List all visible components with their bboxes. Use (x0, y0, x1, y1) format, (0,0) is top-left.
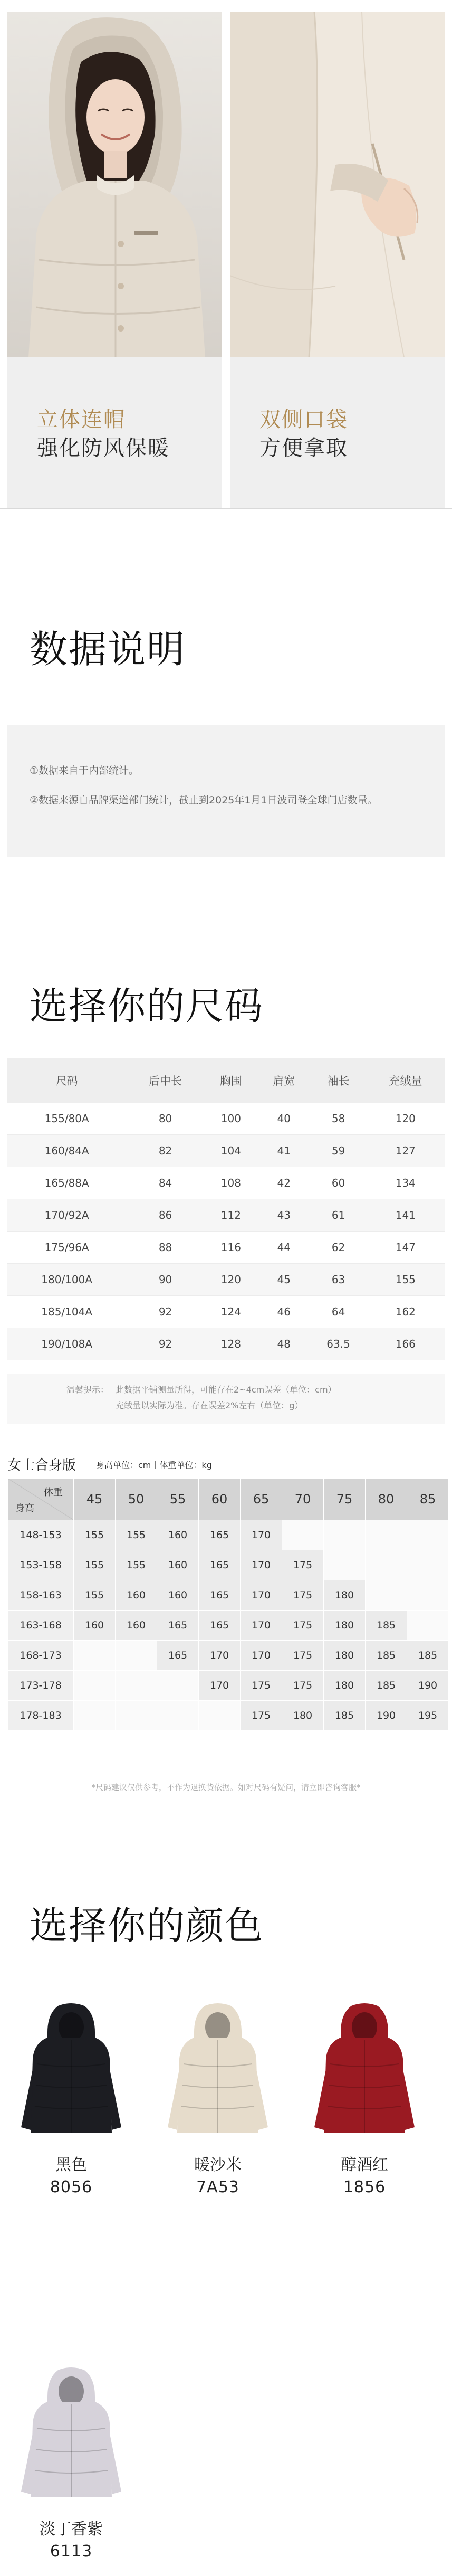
fit-size-cell: 170 (199, 1671, 241, 1701)
fit-size-cell (407, 1550, 449, 1580)
size-table-cell: 155 (367, 1264, 445, 1296)
color-option[interactable] (16, 2365, 127, 2561)
fit-chart-footnote: *尺码建议仅供参考，不作为退换货依据。如对尺码有疑问，请立即咨询客服* (91, 1783, 361, 1792)
fit-size-cell: 155 (74, 1550, 116, 1580)
feature-photo-pocket (230, 12, 445, 357)
size-table-cell: 128 (205, 1328, 257, 1360)
size-table-row (7, 1328, 445, 1360)
size-table-cell: 165/88A (7, 1167, 126, 1199)
fit-table-row (8, 1671, 449, 1701)
size-table-row (7, 1232, 445, 1264)
size-table-cell: 40 (257, 1103, 310, 1135)
size-table-cell: 141 (367, 1199, 445, 1232)
fit-size-cell: 155 (74, 1580, 116, 1611)
feature-photo-hood (7, 12, 222, 357)
fit-size-cell: 175 (282, 1550, 324, 1580)
size-note-label: 温馨提示： (66, 1385, 109, 1395)
size-table-cell: 62 (310, 1232, 366, 1264)
size-table-cell: 175/96A (7, 1232, 126, 1264)
size-table-cell: 166 (367, 1328, 445, 1360)
size-table-row (7, 1167, 445, 1199)
fit-size-cell: 185 (366, 1671, 407, 1701)
colors-heading: 选择你的颜色 (30, 1903, 264, 1948)
fit-size-cell: 160 (116, 1611, 157, 1641)
fit-size-cell: 165 (199, 1580, 241, 1611)
color-code: 8056 (50, 2178, 93, 2196)
color-option[interactable] (162, 2001, 273, 2196)
fit-size-cell (324, 1550, 366, 1580)
size-header-cell: 尺码 (7, 1058, 126, 1103)
coat-icon (309, 2001, 420, 2138)
fit-size-cell: 185 (324, 1701, 366, 1731)
fit-size-cell: 155 (116, 1550, 157, 1580)
fit-size-cell (116, 1671, 157, 1701)
size-table-cell: 41 (257, 1135, 310, 1167)
feature-caption-pocket (230, 357, 445, 508)
size-table-cell: 48 (257, 1328, 310, 1360)
fit-chart-units: 身高单位：cm｜体重单位：kg (96, 1460, 212, 1470)
fit-height-header: 163-168 (8, 1611, 74, 1641)
size-table-row (7, 1135, 445, 1167)
size-table-row (7, 1264, 445, 1296)
color-name: 黑色 (55, 2156, 87, 2174)
size-table-row (7, 1296, 445, 1328)
size-table-cell: 127 (367, 1135, 445, 1167)
fit-size-cell: 160 (157, 1520, 199, 1550)
size-table-cell: 108 (205, 1167, 257, 1199)
size-table-cell: 61 (310, 1199, 366, 1232)
size-table-cell: 90 (126, 1264, 204, 1296)
size-table-cell: 162 (367, 1296, 445, 1328)
fit-size-cell: 175 (241, 1701, 282, 1731)
feature-subtitle: 方便拿取 (259, 436, 348, 460)
data-note-line: ①数据来自于内部统计。 (30, 765, 139, 776)
fit-size-cell: 180 (282, 1701, 324, 1731)
color-code: 7A53 (196, 2178, 239, 2196)
size-table-cell: 155/80A (7, 1103, 126, 1135)
fit-size-cell: 165 (157, 1611, 199, 1641)
color-name: 淡丁香紫 (40, 2520, 103, 2539)
size-table-cell: 180/100A (7, 1264, 126, 1296)
fit-size-cell: 170 (241, 1641, 282, 1671)
size-table-row (7, 1199, 445, 1232)
fit-weight-header: 80 (366, 1479, 407, 1520)
size-note-line: 充绒量以实际为准。存在误差2%左右（单位：g） (116, 1400, 303, 1410)
size-table-header (7, 1058, 445, 1103)
fit-size-cell: 170 (241, 1580, 282, 1611)
data-note-box (7, 725, 445, 857)
size-table-cell: 63.5 (310, 1328, 366, 1360)
size-table-cell: 42 (257, 1167, 310, 1199)
size-table-cell: 112 (205, 1199, 257, 1232)
size-table-cell: 134 (367, 1167, 445, 1199)
fit-table (7, 1478, 449, 1731)
fit-size-cell (116, 1701, 157, 1731)
fit-size-cell: 165 (199, 1611, 241, 1641)
fit-size-cell: 160 (157, 1550, 199, 1580)
feature-subtitle: 强化防风保暖 (37, 436, 170, 460)
size-table-cell: 86 (126, 1199, 204, 1232)
fit-chart-title: 女士合身版 (7, 1457, 76, 1473)
fit-weight-header: 85 (407, 1479, 449, 1520)
size-table-cell: 88 (126, 1232, 204, 1264)
fit-weight-header: 65 (241, 1479, 282, 1520)
coat-icon (16, 2365, 127, 2502)
fit-size-cell: 180 (324, 1580, 366, 1611)
fit-size-cell (366, 1520, 407, 1550)
size-table-cell: 84 (126, 1167, 204, 1199)
fit-size-cell: 155 (116, 1520, 157, 1550)
size-table-cell: 104 (205, 1135, 257, 1167)
size-table-cell: 124 (205, 1296, 257, 1328)
fit-weight-header: 75 (324, 1479, 366, 1520)
fit-size-cell: 195 (407, 1701, 449, 1731)
divider (0, 508, 452, 509)
fit-size-cell: 190 (407, 1671, 449, 1701)
color-name: 暖沙米 (194, 2156, 242, 2174)
fit-size-cell: 180 (324, 1671, 366, 1701)
fit-size-cell: 175 (241, 1671, 282, 1701)
fit-size-cell (74, 1641, 116, 1671)
size-table-cell: 92 (126, 1328, 204, 1360)
size-header-cell: 胸围 (205, 1058, 257, 1103)
fit-height-header: 158-163 (8, 1580, 74, 1611)
fit-size-cell: 175 (282, 1641, 324, 1671)
size-note-line: 此数据平铺测量所得，可能存在2~4cm误差（单位：cm） (116, 1385, 336, 1395)
fit-height-header: 168-173 (8, 1641, 74, 1671)
fit-size-cell: 160 (157, 1580, 199, 1611)
size-table-cell: 64 (310, 1296, 366, 1328)
feature-title: 双侧口袋 (259, 408, 348, 432)
fit-size-cell: 165 (199, 1520, 241, 1550)
size-table-cell: 80 (126, 1103, 204, 1135)
size-chart-note (7, 1374, 445, 1424)
color-code: 1856 (343, 2178, 386, 2196)
corner-height-label: 身高 (15, 1503, 34, 1514)
fit-size-cell: 165 (199, 1550, 241, 1580)
size-table (7, 1058, 445, 1360)
size-table-cell: 58 (310, 1103, 366, 1135)
size-table-cell: 160/84A (7, 1135, 126, 1167)
size-table-cell: 63 (310, 1264, 366, 1296)
fit-size-cell (324, 1520, 366, 1550)
fit-weight-header: 70 (282, 1479, 324, 1520)
size-chart-heading: 选择你的尺码 (30, 984, 264, 1028)
fit-table-row (8, 1520, 449, 1550)
fit-weight-header: 45 (74, 1479, 116, 1520)
fit-size-cell (74, 1701, 116, 1731)
fit-size-cell: 160 (74, 1611, 116, 1641)
size-table-cell: 120 (205, 1264, 257, 1296)
color-option[interactable] (309, 2001, 420, 2196)
size-table-cell: 45 (257, 1264, 310, 1296)
size-table-cell: 46 (257, 1296, 310, 1328)
corner-weight-label: 体重 (44, 1487, 63, 1498)
fit-size-cell: 180 (324, 1641, 366, 1671)
size-table-cell: 116 (205, 1232, 257, 1264)
color-name: 醇酒红 (341, 2156, 388, 2174)
fit-size-cell: 170 (241, 1550, 282, 1580)
fit-table-header (8, 1479, 449, 1520)
fit-size-cell (116, 1641, 157, 1671)
fit-height-header: 173-178 (8, 1671, 74, 1701)
size-header-cell: 后中长 (126, 1058, 204, 1103)
fit-size-cell (282, 1520, 324, 1550)
fit-size-cell: 175 (282, 1671, 324, 1701)
fit-size-cell: 180 (324, 1611, 366, 1641)
fit-size-cell: 170 (241, 1611, 282, 1641)
fit-size-cell (74, 1671, 116, 1701)
fit-weight-header: 60 (199, 1479, 241, 1520)
data-note-line: ②数据来源自品牌渠道部门统计，截止到2025年1月1日波司登全球门店数量。 (30, 794, 378, 806)
fit-size-cell: 170 (199, 1641, 241, 1671)
fit-size-cell (407, 1520, 449, 1550)
fit-height-header: 178-183 (8, 1701, 74, 1731)
size-table-cell: 44 (257, 1232, 310, 1264)
fit-size-cell: 160 (116, 1580, 157, 1611)
coat-icon (16, 2001, 127, 2138)
fit-weight-header: 50 (116, 1479, 157, 1520)
size-table-cell: 59 (310, 1135, 366, 1167)
size-table-cell: 185/104A (7, 1296, 126, 1328)
fit-size-cell: 190 (366, 1701, 407, 1731)
size-table-cell: 170/92A (7, 1199, 126, 1232)
fit-table-row (8, 1550, 449, 1580)
size-table-row (7, 1103, 445, 1135)
fit-size-cell (407, 1580, 449, 1611)
fit-height-header: 148-153 (8, 1520, 74, 1550)
size-header-cell: 肩宽 (257, 1058, 310, 1103)
fit-size-cell: 155 (74, 1520, 116, 1550)
fit-size-cell: 170 (241, 1520, 282, 1550)
fit-corner-cell (8, 1479, 74, 1520)
size-table-cell: 92 (126, 1296, 204, 1328)
fit-table-row (8, 1611, 449, 1641)
size-header-cell: 袖长 (310, 1058, 366, 1103)
fit-size-cell: 175 (282, 1580, 324, 1611)
fit-size-cell: 175 (282, 1611, 324, 1641)
size-table-cell: 60 (310, 1167, 366, 1199)
fit-weight-header: 55 (157, 1479, 199, 1520)
color-code: 6113 (50, 2542, 93, 2561)
size-table-cell: 147 (367, 1232, 445, 1264)
data-note-heading: 数据说明 (30, 627, 186, 671)
coat-icon (162, 2001, 273, 2138)
fit-size-cell: 165 (157, 1641, 199, 1671)
size-table-cell: 190/108A (7, 1328, 126, 1360)
fit-size-cell (157, 1671, 199, 1701)
fit-height-header: 153-158 (8, 1550, 74, 1580)
fit-size-cell: 185 (366, 1641, 407, 1671)
fit-size-cell: 185 (366, 1611, 407, 1641)
fit-size-cell (407, 1611, 449, 1641)
feature-caption-hood (7, 357, 222, 508)
size-table-cell: 100 (205, 1103, 257, 1135)
size-chart (7, 1058, 445, 1360)
fit-table-row (8, 1580, 449, 1611)
fit-size-cell (366, 1580, 407, 1611)
size-table-cell: 120 (367, 1103, 445, 1135)
fit-size-cell (366, 1550, 407, 1580)
size-table-cell: 82 (126, 1135, 204, 1167)
color-option[interactable] (16, 2001, 127, 2196)
fit-table-row (8, 1701, 449, 1731)
size-header-cell: 充绒量 (367, 1058, 445, 1103)
size-table-cell: 43 (257, 1199, 310, 1232)
fit-size-cell: 185 (407, 1641, 449, 1671)
fit-size-cell (199, 1701, 241, 1731)
feature-title: 立体连帽 (37, 408, 126, 432)
fit-size-cell (157, 1701, 199, 1731)
fit-table-row (8, 1641, 449, 1671)
